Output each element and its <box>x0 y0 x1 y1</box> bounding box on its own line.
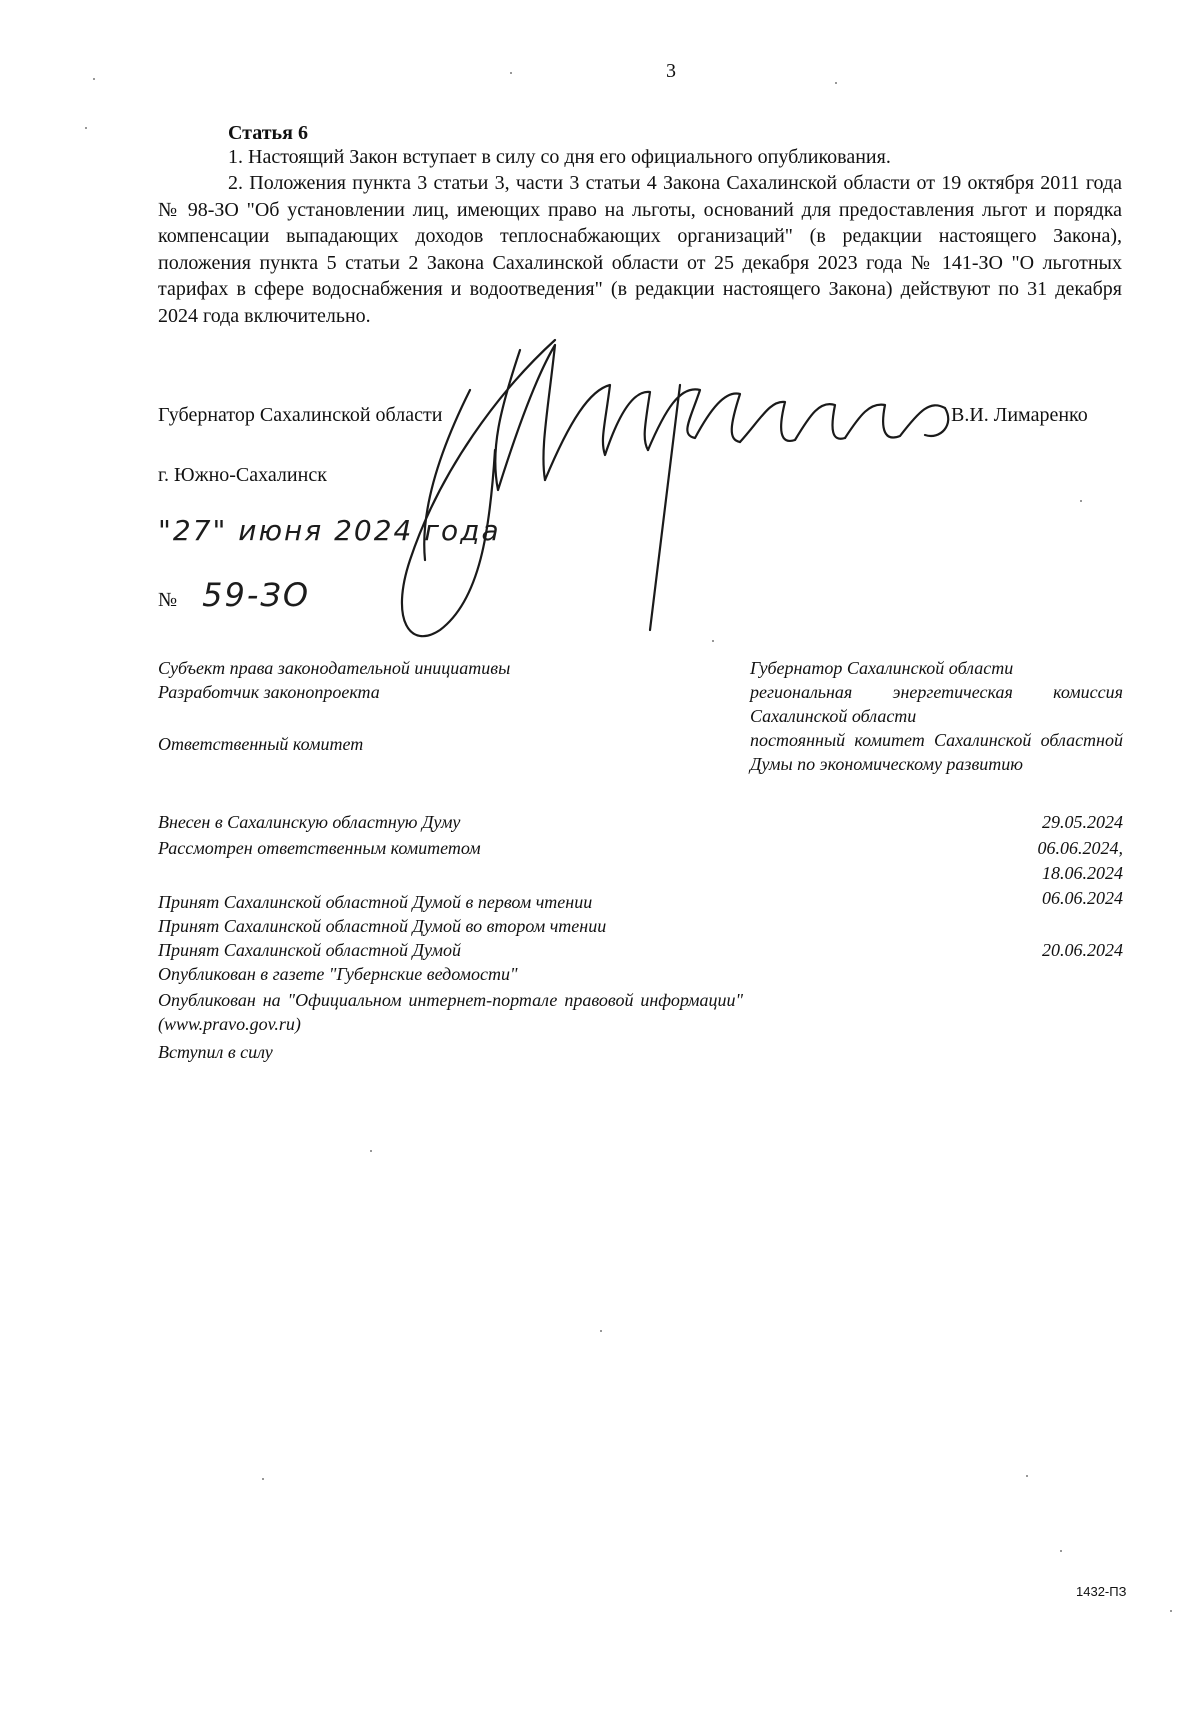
committee-value: постоянный комитет Сахалинской областной Думы по экономическому развитию <box>750 730 1123 774</box>
handwritten-date: "27" июня 2024 года <box>158 514 501 547</box>
governor-title: Губернатор Сахалинской области <box>158 404 443 426</box>
submitted-label: Внесен в Сахалинскую областную Думу <box>158 812 461 832</box>
developer-label: Разработчик законопроекта <box>158 682 380 702</box>
in-force-label: Вступил в силу <box>158 1042 273 1062</box>
published-newspaper-label: Опубликован в газете "Губернские ведомости" <box>158 964 518 984</box>
city-line: г. Южно-Сахалинск <box>158 464 327 486</box>
footer-code: 1432-ПЗ <box>1076 1584 1127 1599</box>
published-portal-label: Опубликован на "Официальном интернет-портале правовой информации" (www.pravo.gov.ru) <box>158 990 743 1034</box>
handwritten-law-number: 59-ЗО <box>202 576 311 614</box>
scan-speck <box>93 78 95 80</box>
scan-speck <box>1026 1475 1028 1477</box>
scan-speck <box>1060 1550 1062 1552</box>
responsible-parties <box>750 656 1123 776</box>
article-heading: Статья 6 <box>228 122 308 144</box>
scan-speck <box>835 82 837 84</box>
second-reading-label: Принят Сахалинской областной Думой во втором чтении <box>158 916 607 936</box>
scan-speck <box>600 1330 602 1332</box>
article-paragraph-2: 2. Положения пункта 3 статьи 3, части 3 статьи 4 Закона Сахалинской области от 19 октября 2011 года № 98-ЗО "Об установлении лиц, имеющих право на льготы, оснований для предоставления льгот и порядка компенсации выпадающих доходов теплоснабжающих организаций" (в редакции настоящего Закона), положения пункта 5 статьи 2 Закона Сахалинской области от 25 декабря 2023 года № 141-ЗО "О льготных тарифах в сфере водоснабжения и водоотведения" (в редакции настоящего Закона) действуют по 31 декабря 2024 года включительно. <box>158 172 1122 327</box>
governor-name: В.И. Лимаренко <box>951 404 1088 426</box>
subject-label: Субъект права законодательной инициативы <box>158 658 511 678</box>
law-number-line <box>158 576 310 614</box>
reviewed-label: Рассмотрен ответственным комитетом <box>158 838 481 858</box>
scan-speck <box>1170 1610 1172 1612</box>
number-label: № <box>158 589 178 611</box>
article-paragraph-1: 1. Настоящий Закон вступает в силу со дня его официального опубликования. <box>228 146 891 168</box>
developer-value: региональная энергетическая комиссия Сахалинской области <box>750 682 1123 726</box>
first-reading-label: Принят Сахалинской областной Думой в первом чтении <box>158 892 593 912</box>
adopted-date: 20.06.2024 <box>1042 940 1123 960</box>
reviewed-date-2: 18.06.2024 <box>1042 863 1123 883</box>
first-reading-date: 06.06.2024 <box>1042 888 1123 908</box>
governor-signature <box>380 330 1080 650</box>
page-number: 3 <box>666 60 676 82</box>
scan-speck <box>85 127 87 129</box>
date-line <box>158 514 501 547</box>
scan-speck <box>370 1150 372 1152</box>
reviewed-date-1: 06.06.2024, <box>1037 838 1123 858</box>
adopted-label: Принят Сахалинской областной Думой <box>158 940 462 960</box>
scan-speck <box>712 640 714 642</box>
scan-speck <box>262 1478 264 1480</box>
scan-speck <box>1080 500 1082 502</box>
subject-value: Губернатор Сахалинской области <box>750 658 1014 678</box>
scan-speck <box>510 72 512 74</box>
committee-label: Ответственный комитет <box>158 734 364 754</box>
submitted-date: 29.05.2024 <box>1042 812 1123 832</box>
